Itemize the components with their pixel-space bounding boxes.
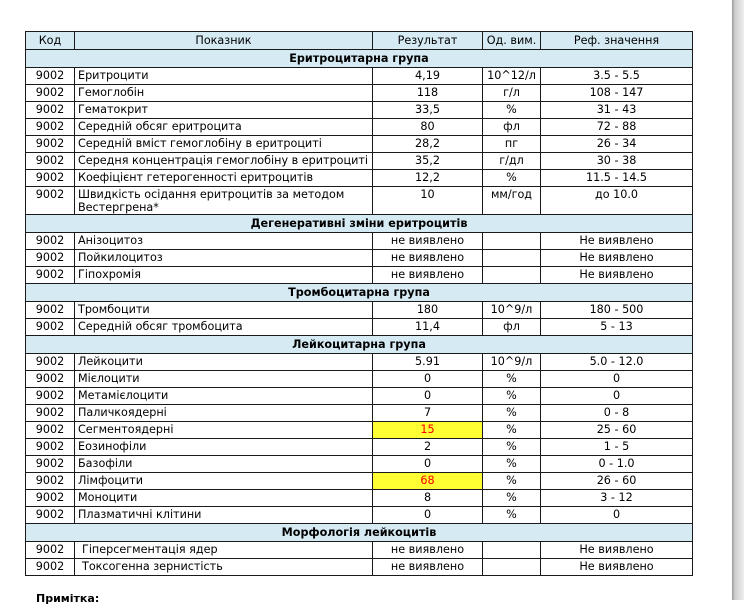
cell-name: Тромбоцити <box>75 302 373 319</box>
cell-unit: % <box>483 102 541 119</box>
cell-result: 35,2 <box>373 153 483 170</box>
cell-unit <box>483 559 541 576</box>
cell-ref: Не виявлено <box>541 542 693 559</box>
cell-ref: 0 <box>541 388 693 405</box>
cell-unit: 10^9/л <box>483 302 541 319</box>
cell-result: 2 <box>373 439 483 456</box>
cell-unit: фл <box>483 319 541 336</box>
table-row <box>26 388 693 405</box>
cell-ref: Не виявлено <box>541 559 693 576</box>
cell-ref: 0 <box>541 507 693 524</box>
section-title: Еритроцитарна група <box>26 50 693 68</box>
cell-result: 0 <box>373 371 483 388</box>
cell-name: Лімфоцити <box>75 473 373 490</box>
cell-code: 9002 <box>26 187 75 215</box>
cell-result: не виявлено <box>373 250 483 267</box>
cell-result: не виявлено <box>373 542 483 559</box>
cell-name: Паличкоядерні <box>75 405 373 422</box>
cell-name: Гіпохромія <box>75 267 373 284</box>
cell-result: 10 <box>373 187 483 215</box>
table-row <box>26 85 693 102</box>
cell-unit: г/л <box>483 85 541 102</box>
cell-name: Плазматичні клітини <box>75 507 373 524</box>
cell-unit: пг <box>483 136 541 153</box>
table-row <box>26 422 693 439</box>
table-row <box>26 187 693 215</box>
table-body <box>26 50 693 576</box>
cell-result: 11,4 <box>373 319 483 336</box>
table-row <box>26 136 693 153</box>
cell-result: 118 <box>373 85 483 102</box>
cell-code: 9002 <box>26 422 75 439</box>
cell-name: Сегментоядерні <box>75 422 373 439</box>
cell-name: Токсогенна зернистість <box>75 559 373 576</box>
cell-code: 9002 <box>26 68 75 85</box>
table-row <box>26 250 693 267</box>
cell-code: 9002 <box>26 136 75 153</box>
cell-name: Середня концентрація гемоглобіну в еритроциті <box>75 153 373 170</box>
cell-ref: 0 - 8 <box>541 405 693 422</box>
section-header-row <box>26 50 693 68</box>
cell-unit <box>483 267 541 284</box>
cell-unit: 10^12/л <box>483 68 541 85</box>
cell-unit: 10^9/л <box>483 354 541 371</box>
cell-ref: 30 - 38 <box>541 153 693 170</box>
cell-code: 9002 <box>26 559 75 576</box>
cell-ref: 5.0 - 12.0 <box>541 354 693 371</box>
cell-name: Середній обсяг еритроцита <box>75 119 373 136</box>
cell-unit: % <box>483 388 541 405</box>
cell-result: 180 <box>373 302 483 319</box>
cell-code: 9002 <box>26 85 75 102</box>
cell-ref: 31 - 43 <box>541 102 693 119</box>
cell-result: 5.91 <box>373 354 483 371</box>
cell-code: 9002 <box>26 153 75 170</box>
cell-name: Анізоцитоз <box>75 233 373 250</box>
cell-result: 68 <box>373 473 483 490</box>
cell-result: 8 <box>373 490 483 507</box>
cell-unit: фл <box>483 119 541 136</box>
cell-ref: 108 - 147 <box>541 85 693 102</box>
lab-results-table <box>25 31 693 576</box>
cell-ref: Не виявлено <box>541 233 693 250</box>
cell-code: 9002 <box>26 388 75 405</box>
cell-ref: 11.5 - 14.5 <box>541 170 693 187</box>
cell-code: 9002 <box>26 170 75 187</box>
cell-code: 9002 <box>26 102 75 119</box>
header-ref: Реф. значення <box>541 32 693 50</box>
header-unit: Од. вим. <box>483 32 541 50</box>
table-row <box>26 119 693 136</box>
cell-name: Еозинофіли <box>75 439 373 456</box>
section-title: Морфологія лейкоцитів <box>26 524 693 542</box>
cell-result: не виявлено <box>373 267 483 284</box>
table-row <box>26 507 693 524</box>
cell-result: 28,2 <box>373 136 483 153</box>
section-header-row <box>26 284 693 302</box>
table-row <box>26 319 693 336</box>
cell-unit: % <box>483 439 541 456</box>
cell-name: Коефіцієнт гетерогенності еритроцитів <box>75 170 373 187</box>
cell-ref: 26 - 34 <box>541 136 693 153</box>
cell-code: 9002 <box>26 250 75 267</box>
cell-code: 9002 <box>26 371 75 388</box>
section-header-row <box>26 524 693 542</box>
section-header-row <box>26 336 693 354</box>
cell-name: Лейкоцити <box>75 354 373 371</box>
cell-unit: % <box>483 507 541 524</box>
table-row <box>26 302 693 319</box>
cell-code: 9002 <box>26 233 75 250</box>
cell-ref: 5 - 13 <box>541 319 693 336</box>
cell-ref: 1 - 5 <box>541 439 693 456</box>
section-title: Дегенеративні зміни еритроцитів <box>26 215 693 233</box>
cell-unit <box>483 233 541 250</box>
cell-result: 7 <box>373 405 483 422</box>
cell-ref: 0 <box>541 371 693 388</box>
table-row <box>26 490 693 507</box>
cell-name: Моноцити <box>75 490 373 507</box>
cell-code: 9002 <box>26 473 75 490</box>
cell-ref: 26 - 60 <box>541 473 693 490</box>
cell-ref: 0 - 1.0 <box>541 456 693 473</box>
cell-name: Середній вміст гемоглобіну в еритроциті <box>75 136 373 153</box>
cell-name: Швидкість осідання еритроцитів за методом Вестергрена* <box>75 187 373 215</box>
header-code: Код <box>26 32 75 50</box>
cell-name: Еритроцити <box>75 68 373 85</box>
table-row <box>26 439 693 456</box>
cell-result: 12,2 <box>373 170 483 187</box>
cell-ref: Не виявлено <box>541 267 693 284</box>
section-header-row <box>26 215 693 233</box>
cell-name: Гемоглобін <box>75 85 373 102</box>
table-row <box>26 542 693 559</box>
cell-code: 9002 <box>26 267 75 284</box>
header-indicator: Показник <box>75 32 373 50</box>
table-row <box>26 170 693 187</box>
table-row <box>26 68 693 85</box>
cell-name: Мієлоцити <box>75 371 373 388</box>
cell-unit: г/дл <box>483 153 541 170</box>
cell-name: Гематокрит <box>75 102 373 119</box>
cell-ref: 72 - 88 <box>541 119 693 136</box>
table-header-row <box>26 32 693 50</box>
table-row <box>26 559 693 576</box>
cell-code: 9002 <box>26 302 75 319</box>
table-row <box>26 354 693 371</box>
cell-unit: % <box>483 405 541 422</box>
section-title: Тромбоцитарна група <box>26 284 693 302</box>
cell-unit <box>483 250 541 267</box>
cell-name: Пойкилоцитоз <box>75 250 373 267</box>
cell-unit: % <box>483 170 541 187</box>
cell-code: 9002 <box>26 405 75 422</box>
cell-name: Метамієлоцити <box>75 388 373 405</box>
page-edge-shadow <box>732 0 744 600</box>
table-row <box>26 267 693 284</box>
cell-unit: мм/год <box>483 187 541 215</box>
cell-code: 9002 <box>26 542 75 559</box>
cell-code: 9002 <box>26 507 75 524</box>
cell-code: 9002 <box>26 354 75 371</box>
cell-result: 0 <box>373 388 483 405</box>
table-row <box>26 473 693 490</box>
cell-code: 9002 <box>26 490 75 507</box>
header-result: Результат <box>373 32 483 50</box>
cell-unit: % <box>483 456 541 473</box>
cell-result: не виявлено <box>373 559 483 576</box>
cell-code: 9002 <box>26 456 75 473</box>
cell-code: 9002 <box>26 439 75 456</box>
cell-result: не виявлено <box>373 233 483 250</box>
cell-result: 0 <box>373 507 483 524</box>
cell-unit <box>483 542 541 559</box>
table-row <box>26 456 693 473</box>
cell-unit: % <box>483 371 541 388</box>
cell-result: 4,19 <box>373 68 483 85</box>
cell-ref: 3.5 - 5.5 <box>541 68 693 85</box>
cell-unit: % <box>483 422 541 439</box>
table-row <box>26 371 693 388</box>
cell-result: 80 <box>373 119 483 136</box>
cell-code: 9002 <box>26 119 75 136</box>
cell-ref: Не виявлено <box>541 250 693 267</box>
cell-code: 9002 <box>26 319 75 336</box>
cell-ref: 180 - 500 <box>541 302 693 319</box>
table-row <box>26 153 693 170</box>
cell-result: 15 <box>373 422 483 439</box>
table-row <box>26 233 693 250</box>
cell-name: Середній обсяг тромбоцита <box>75 319 373 336</box>
cell-unit: % <box>483 473 541 490</box>
cell-result: 0 <box>373 456 483 473</box>
cell-result: 33,5 <box>373 102 483 119</box>
section-title: Лейкоцитарна група <box>26 336 693 354</box>
note-label: Примітка: <box>36 592 100 605</box>
cell-name: Базофіли <box>75 456 373 473</box>
cell-ref: до 10.0 <box>541 187 693 215</box>
cell-name: Гіперсегментація ядер <box>75 542 373 559</box>
cell-unit: % <box>483 490 541 507</box>
cell-ref: 3 - 12 <box>541 490 693 507</box>
cell-ref: 25 - 60 <box>541 422 693 439</box>
table-row <box>26 102 693 119</box>
table-row <box>26 405 693 422</box>
